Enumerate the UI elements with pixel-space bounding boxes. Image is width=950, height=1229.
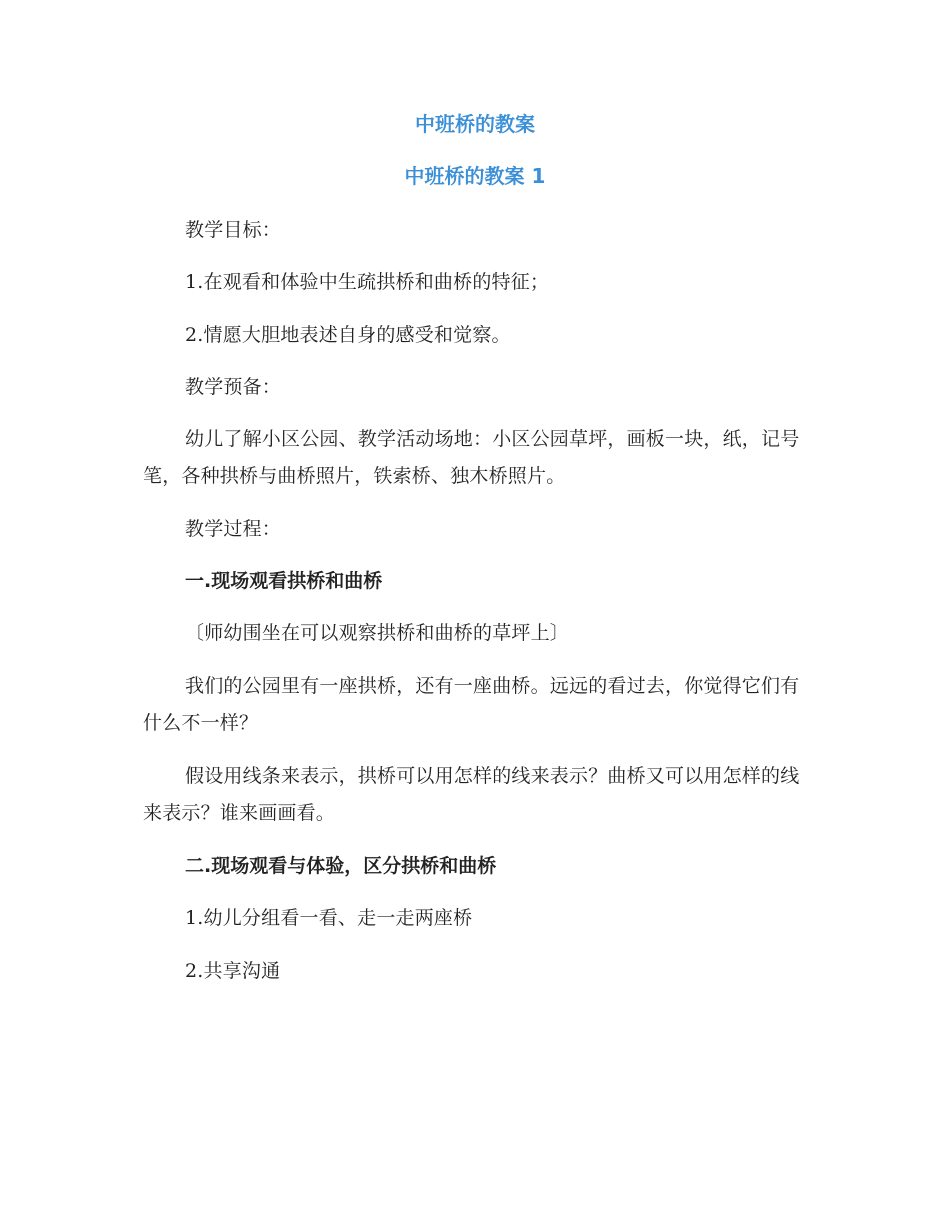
paragraph: 1.幼儿分组看一看、走一走两座桥 bbox=[185, 907, 473, 929]
paragraph: 假设用线条来表示，拱桥可以用怎样的线来表示？曲桥又可以用怎样的线来表示？谁来画画看。 bbox=[143, 765, 800, 824]
paragraph: 教学预备： bbox=[185, 376, 282, 398]
paragraph: 我们的公园里有一座拱桥，还有一座曲桥。远远的看过去，你觉得它们有什么不一样？ bbox=[143, 675, 800, 734]
paragraph: 2.共享沟通 bbox=[185, 960, 281, 982]
paragraph: 教学过程： bbox=[185, 518, 282, 540]
paragraph: 2.情愿大胆地表述自身的感受和觉察。 bbox=[185, 324, 511, 346]
paragraph: 〔师幼围坐在可以观察拱桥和曲桥的草坪上〕 bbox=[185, 622, 570, 644]
section-heading: 二.现场观看与体验，区分拱桥和曲桥 bbox=[185, 855, 497, 877]
document-subtitle: 中班桥的教案 1 bbox=[404, 164, 546, 188]
paragraph: 幼儿了解小区公园、教学活动场地：小区公园草坪，画板一块，纸，记号笔，各种拱桥与曲桥照片，铁索桥、独木桥照片。 bbox=[143, 428, 800, 487]
section-heading: 一.现场观看拱桥和曲桥 bbox=[185, 570, 383, 592]
paragraph: 教学目标： bbox=[185, 219, 282, 241]
document-title: 中班桥的教案 bbox=[415, 112, 535, 136]
paragraph: 1.在观看和体验中生疏拱桥和曲桥的特征； bbox=[185, 271, 550, 293]
